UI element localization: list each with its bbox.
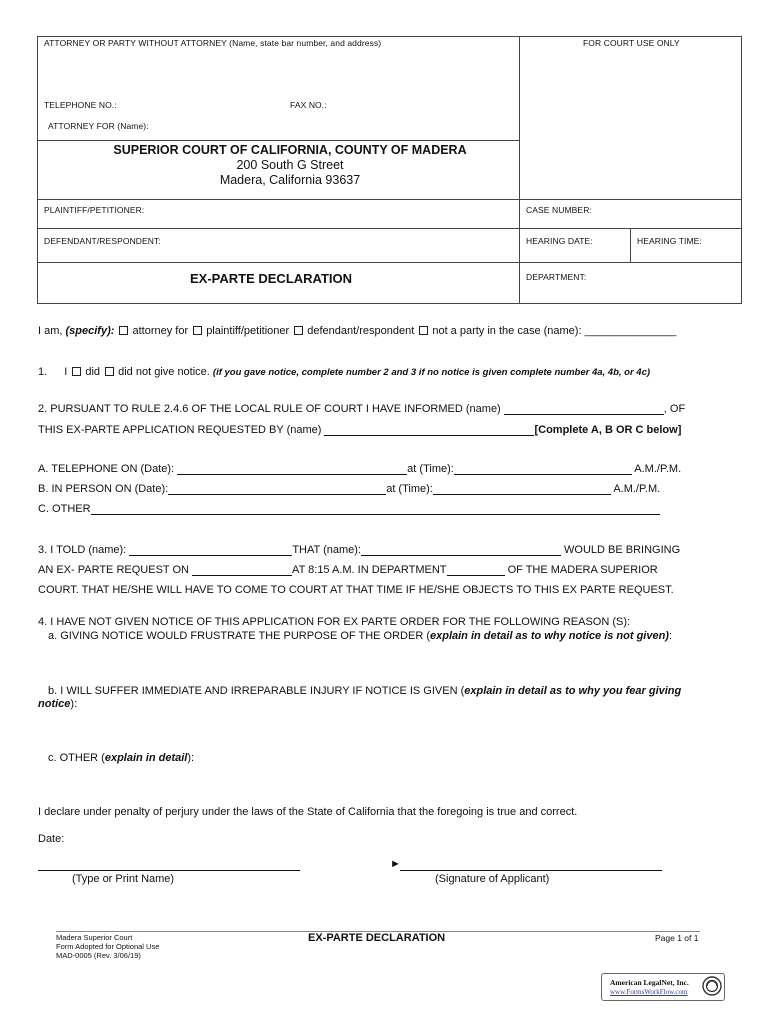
item-4b-emphasis: explain in detail as to why you fear giving bbox=[464, 685, 682, 697]
hearing-date-label: HEARING DATE: bbox=[526, 236, 593, 246]
logo-url[interactable]: www.FormsWorkFlow.com bbox=[610, 988, 688, 996]
attorney-option: attorney for bbox=[132, 325, 189, 337]
defendant-option: defendant/respondent bbox=[307, 325, 415, 337]
superior-text: OF THE MADERA SUPERIOR bbox=[507, 564, 658, 576]
item-4-heading: 4. I HAVE NOT GIVEN NOTICE OF THIS APPLICATION FOR EX PARTE ORDER FOR THE FOLLOWING REASON (S): bbox=[38, 616, 631, 628]
item-1 bbox=[38, 366, 650, 378]
case-number-label: CASE NUMBER: bbox=[526, 205, 592, 215]
name-line[interactable] bbox=[38, 870, 300, 871]
divider bbox=[37, 199, 742, 200]
arrow-icon: ► bbox=[390, 858, 401, 870]
court-name: SUPERIOR COURT OF CALIFORNIA, COUNTY OF MADERA bbox=[113, 143, 467, 157]
item-4c-text: c. OTHER ( bbox=[48, 752, 105, 764]
specify-prefix: I am, bbox=[38, 325, 66, 337]
told-name-field[interactable] bbox=[129, 544, 292, 556]
plaintiff-option: plaintiff/petitioner bbox=[206, 325, 290, 337]
plaintiff-checkbox[interactable] bbox=[193, 326, 202, 335]
signature-line[interactable] bbox=[400, 870, 662, 871]
non-party-option: not a party in the case (name): _______________ bbox=[432, 325, 677, 337]
attorney-label: ATTORNEY OR PARTY WITHOUT ATTORNEY (Name, state bar number, and address) bbox=[44, 38, 382, 48]
at-time-label: at (Time): bbox=[386, 483, 433, 495]
footer-left bbox=[56, 933, 159, 960]
item-4b-text: b. I WILL SUFFER IMMEDIATE AND IRREPARABLE INJURY IF NOTICE IS GIVEN ( bbox=[48, 685, 465, 697]
fax-label: FAX NO.: bbox=[290, 100, 327, 110]
item-2-text: 2. PURSUANT TO RULE 2.4.6 OF THE LOCAL RULE OF COURT I HAVE INFORMED (name) bbox=[38, 403, 501, 415]
divider bbox=[37, 140, 38, 199]
page-number: Page 1 of 1 bbox=[655, 933, 699, 943]
court-block bbox=[40, 143, 540, 188]
logo-emblem-icon bbox=[702, 976, 722, 996]
plaintiff-label: PLAINTIFF/PETITIONER: bbox=[44, 205, 145, 215]
that-label: THAT (name): bbox=[292, 544, 361, 556]
in-person-time-field[interactable] bbox=[433, 483, 611, 495]
item-2-line-1 bbox=[38, 403, 685, 415]
did-label: did bbox=[85, 366, 101, 378]
in-person-label: B. IN PERSON ON (Date): bbox=[38, 483, 169, 495]
item-4a bbox=[48, 630, 672, 642]
attorney-checkbox[interactable] bbox=[119, 326, 128, 335]
did-checkbox[interactable] bbox=[72, 367, 81, 376]
item-4c bbox=[48, 752, 194, 764]
item-2-line-2 bbox=[38, 424, 681, 436]
ampm-label: A.M./P.M. bbox=[634, 463, 682, 475]
other-line bbox=[38, 503, 660, 515]
attorney-for-label: ATTORNEY FOR (Name): bbox=[48, 121, 149, 131]
in-person-line bbox=[38, 483, 660, 495]
item-4b-colon: ): bbox=[70, 698, 78, 710]
item-4b bbox=[48, 685, 681, 697]
item-4b-cont bbox=[38, 698, 77, 710]
bringing-label: WOULD BE BRINGING bbox=[564, 544, 681, 556]
non-party-checkbox[interactable] bbox=[419, 326, 428, 335]
item-1-i: I bbox=[64, 366, 68, 378]
item-4a-text: a. GIVING NOTICE WOULD FRUSTRATE THE PURPOSE OF THE ORDER ( bbox=[48, 630, 430, 642]
request-on-label: AN EX- PARTE REQUEST ON bbox=[38, 564, 189, 576]
told-label: 3. I TOLD (name): bbox=[38, 544, 127, 556]
item-1-note: (if you gave notice, complete number 2 and 3 if no notice is given complete number 4a, 4b, or 4c) bbox=[212, 367, 651, 378]
in-person-date-field[interactable] bbox=[168, 483, 386, 495]
court-street: 200 South G Street bbox=[236, 158, 344, 172]
date-label: Date: bbox=[38, 833, 65, 845]
item-4b-notice: notice bbox=[38, 698, 71, 710]
item-4a-colon: : bbox=[668, 630, 673, 642]
declaration-text: I declare under penalty of perjury under the laws of the State of California that the foregoing is true and correct. bbox=[38, 806, 578, 818]
divider bbox=[37, 228, 742, 229]
footer-adopted: Form Adopted for Optional Use bbox=[56, 942, 160, 951]
specify-line bbox=[38, 325, 676, 337]
did-not-checkbox[interactable] bbox=[105, 367, 114, 376]
telephone-on-label: A. TELEPHONE ON (Date): bbox=[38, 463, 175, 475]
telephone-time-field[interactable] bbox=[454, 463, 632, 475]
informed-name-field[interactable] bbox=[504, 403, 664, 415]
item-4c-emphasis: explain in detail bbox=[104, 752, 188, 764]
defendant-checkbox[interactable] bbox=[294, 326, 303, 335]
at-time-label: at (Time): bbox=[407, 463, 454, 475]
hearing-time-label: HEARING TIME: bbox=[637, 236, 702, 246]
signature-caption: (Signature of Applicant) bbox=[435, 873, 550, 885]
did-not-label: did not give notice. bbox=[118, 366, 210, 378]
logo-name: American LegalNet, Inc. bbox=[610, 978, 689, 987]
footer-court: Madera Superior Court bbox=[56, 933, 133, 942]
footer-title: EX-PARTE DECLARATION bbox=[308, 932, 446, 944]
telephone-line bbox=[38, 463, 681, 475]
ampm-label: A.M./P.M. bbox=[613, 483, 661, 495]
divider bbox=[37, 262, 742, 263]
telephone-label: TELEPHONE NO.: bbox=[44, 100, 117, 110]
item-2-requested: THIS EX-PARTE APPLICATION REQUESTED BY (name) bbox=[38, 424, 322, 436]
complete-note: [Complete A, B OR C below] bbox=[534, 424, 682, 436]
item-4c-colon: ): bbox=[187, 752, 195, 764]
requested-by-field[interactable] bbox=[324, 424, 534, 436]
specify-word: (specify): bbox=[65, 325, 115, 337]
divider bbox=[630, 228, 631, 262]
department-label: DEPARTMENT: bbox=[526, 272, 587, 282]
other-field[interactable] bbox=[91, 503, 660, 515]
department-text: AT 8:15 A.M. IN DEPARTMENT bbox=[292, 564, 447, 576]
defendant-label: DEFENDANT/RESPONDENT: bbox=[44, 236, 161, 246]
item-2-of: , OF bbox=[663, 403, 686, 415]
court-use-label: FOR COURT USE ONLY bbox=[583, 38, 680, 48]
telephone-date-field[interactable] bbox=[177, 463, 407, 475]
form-title: EX-PARTE DECLARATION bbox=[190, 271, 353, 286]
request-date-field[interactable] bbox=[192, 564, 292, 576]
item-3-line-1 bbox=[38, 544, 680, 556]
item-1-number: 1. bbox=[38, 366, 48, 378]
type-name-caption: (Type or Print Name) bbox=[72, 873, 175, 885]
department-field[interactable] bbox=[447, 564, 505, 576]
item-3-line-3: COURT. THAT HE/SHE WILL HAVE TO COME TO COURT AT THAT TIME IF HE/SHE OBJECTS TO THIS EX PARTE REQUEST. bbox=[38, 584, 674, 596]
footer-form-number: MAD-0005 (Rev. 3/06/19) bbox=[56, 951, 141, 960]
item-3-line-2 bbox=[38, 564, 658, 576]
court-city: Madera, California 93637 bbox=[219, 173, 361, 187]
item-4a-emphasis: explain in detail as to why notice is not given) bbox=[429, 630, 669, 642]
that-name-field[interactable] bbox=[361, 544, 561, 556]
divider bbox=[37, 140, 519, 141]
other-label: C. OTHER bbox=[38, 503, 91, 515]
